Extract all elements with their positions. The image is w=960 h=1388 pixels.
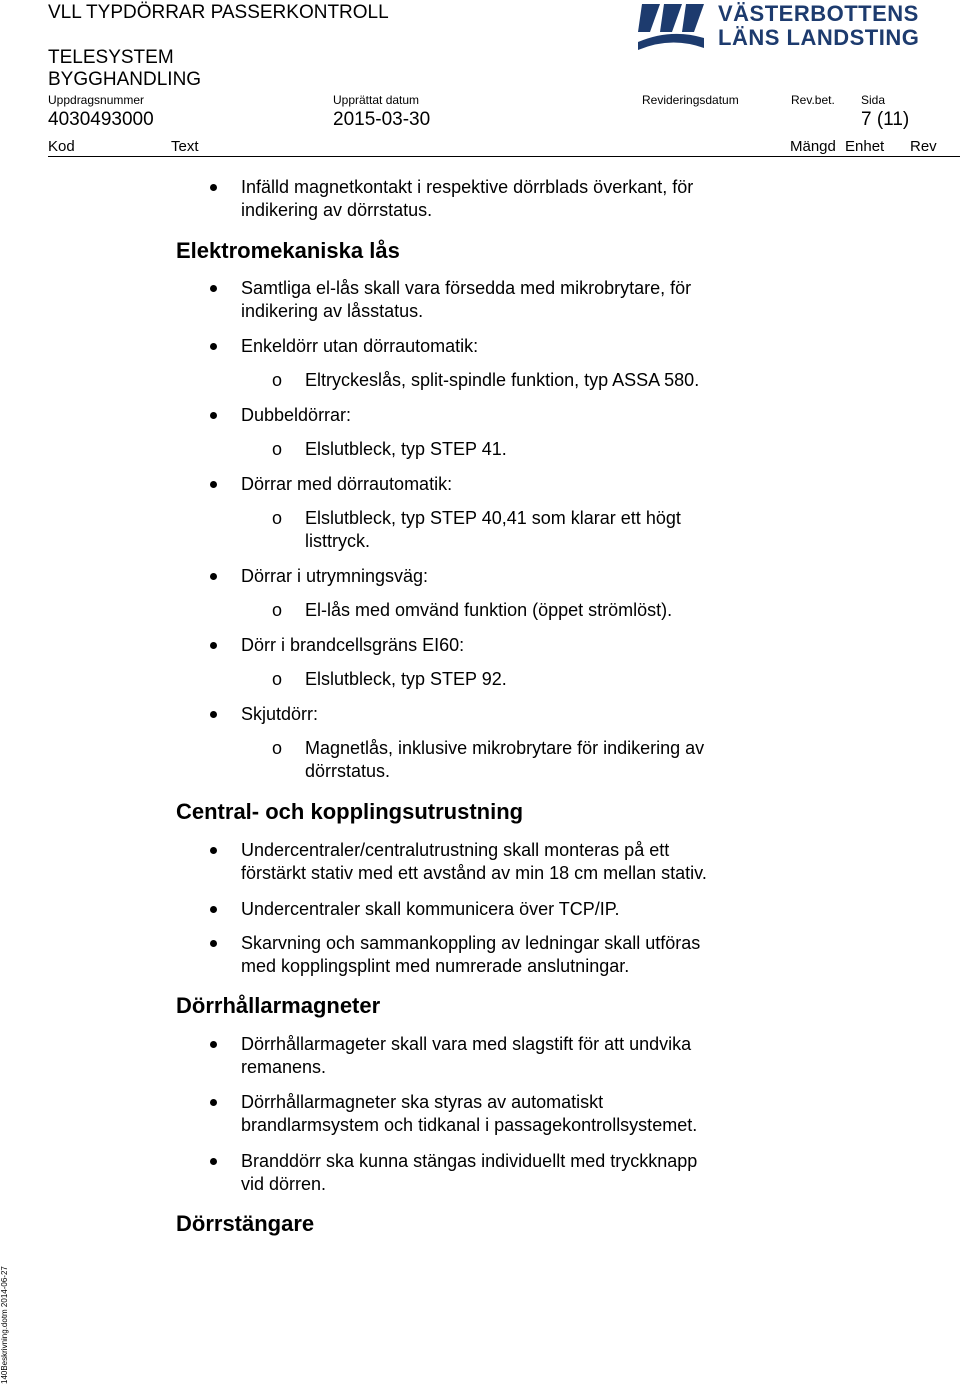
list-item-text: med kopplingsplint med numrerade anslutningar. bbox=[241, 956, 630, 976]
header-divider bbox=[48, 156, 960, 157]
bullet-dot bbox=[210, 412, 217, 419]
sub-list-item-text: Elslutbleck, typ STEP 41. bbox=[305, 439, 507, 459]
bullet-dot bbox=[210, 481, 217, 488]
section-heading: Elektromekaniska lås bbox=[176, 238, 400, 263]
sub-list-item-text: Magnetlås, inklusive mikrobrytare för indikering av bbox=[305, 738, 705, 758]
bullet-dot bbox=[210, 1158, 217, 1165]
sub-list-item-text: dörrstatus. bbox=[305, 761, 391, 781]
list-item-text: Skjutdörr: bbox=[241, 704, 319, 724]
bullet-dot bbox=[210, 847, 217, 854]
sub-list-item-text: El-lås med omvänd funktion (öppet strömlöst). bbox=[305, 600, 673, 620]
sub-bullet-marker: o bbox=[272, 738, 283, 758]
sub-list-item-text: Elslutbleck, typ STEP 40,41 som klarar ett högt bbox=[305, 508, 681, 528]
list-item-text: Dörrar i utrymningsväg: bbox=[241, 566, 429, 586]
list-item-text: Undercentraler/centralutrustning skall monteras på ett bbox=[241, 840, 670, 860]
logo-text-line2: LÄNS LANDSTING bbox=[718, 25, 920, 50]
bullet-dot bbox=[210, 940, 217, 947]
meta-label-revideringsdatum: Revideringsdatum bbox=[642, 93, 739, 107]
list-item-text: Enkeldörr utan dörrautomatik: bbox=[241, 336, 479, 356]
meta-label-sida: Sida bbox=[861, 93, 886, 107]
sub-list-item-text: Elslutbleck, typ STEP 92. bbox=[305, 669, 507, 689]
list-item-text: indikering av låsstatus. bbox=[241, 301, 424, 321]
list-item-text: Branddörr ska kunna stängas individuellt med tryckknapp bbox=[241, 1151, 698, 1171]
list-item-text: Infälld magnetkontakt i respektive dörrblads överkant, för bbox=[241, 177, 694, 197]
organization-logo bbox=[638, 2, 934, 52]
list-item-text: remanens. bbox=[241, 1057, 327, 1077]
list-item-text: Skarvning och sammankoppling av ledningar skall utföras bbox=[241, 933, 701, 953]
list-item-text: förstärkt stativ med ett avstånd av min 18 cm mellan stativ. bbox=[241, 863, 707, 883]
column-header-text: Text bbox=[171, 138, 199, 155]
column-header-rev: Rev bbox=[910, 138, 937, 155]
list-item-text: indikering av dörrstatus. bbox=[241, 200, 433, 220]
section-heading: Dörrhållarmagneter bbox=[176, 993, 381, 1018]
list-item-text: brandlarmsystem och tidkanal i passagekontrollsystemet. bbox=[241, 1115, 698, 1135]
list-item-text: Undercentraler skall kommunicera över TCP/IP. bbox=[241, 899, 620, 919]
list-item-text: Dörrhållarmagneter ska styras av automatiskt bbox=[241, 1092, 604, 1112]
sub-bullet-marker: o bbox=[272, 600, 283, 620]
bullet-dot bbox=[210, 711, 217, 718]
bullet-dot bbox=[210, 285, 217, 292]
meta-value-sida: 7 (11) bbox=[861, 109, 910, 130]
template-footer-note: 140Beskrivning.dotm 2014-06-27 bbox=[0, 1266, 9, 1384]
sub-bullet-marker: o bbox=[272, 439, 283, 459]
document-title: VLL TYPDÖRRAR PASSERKONTROLL bbox=[48, 2, 389, 23]
list-item-text: Samtliga el-lås skall vara försedda med mikrobrytare, för bbox=[241, 278, 692, 298]
sub-list-item-text: Eltryckeslås, split-spindle funktion, typ ASSA 580. bbox=[305, 370, 700, 390]
document-subtitle-system: TELESYSTEM bbox=[48, 47, 174, 68]
sub-bullet-marker: o bbox=[272, 669, 283, 689]
logo-mark-icon bbox=[638, 2, 704, 50]
bullet-dot bbox=[210, 1099, 217, 1106]
meta-value-upprattat-datum: 2015-03-30 bbox=[333, 109, 431, 130]
bullet-dot bbox=[210, 1041, 217, 1048]
meta-label-uppdragsnummer: Uppdragsnummer bbox=[48, 93, 145, 107]
bullet-dot bbox=[210, 184, 217, 191]
column-header-enhet: Enhet bbox=[845, 138, 885, 155]
column-header-mangd: Mängd bbox=[790, 138, 836, 155]
bullet-dot bbox=[210, 343, 217, 350]
list-item-text: Dörrar med dörrautomatik: bbox=[241, 474, 453, 494]
section-heading: Central- och kopplingsutrustning bbox=[176, 799, 524, 824]
sub-bullet-marker: o bbox=[272, 370, 283, 390]
section-heading: Dörrstängare bbox=[176, 1211, 315, 1236]
logo-text-line1: VÄSTERBOTTENS bbox=[718, 1, 919, 26]
sub-bullet-marker: o bbox=[272, 508, 283, 528]
bullet-dot bbox=[210, 573, 217, 580]
list-item-text: Dörrhållarmageter skall vara med slagstift för att undvika bbox=[241, 1034, 692, 1054]
bullet-dot bbox=[210, 906, 217, 913]
list-item-text: Dubbeldörrar: bbox=[241, 405, 352, 425]
sub-list-item-text: listtryck. bbox=[305, 531, 370, 551]
meta-value-uppdragsnummer: 4030493000 bbox=[48, 109, 154, 130]
meta-label-revbet: Rev.bet. bbox=[791, 93, 835, 107]
column-header-kod: Kod bbox=[48, 138, 75, 155]
list-item-text: Dörr i brandcellsgräns EI60: bbox=[241, 635, 465, 655]
list-item-text: vid dörren. bbox=[241, 1174, 327, 1194]
meta-label-upprattat-datum: Upprättat datum bbox=[333, 93, 420, 107]
document-subtitle-stage: BYGGHANDLING bbox=[48, 69, 202, 90]
bullet-dot bbox=[210, 642, 217, 649]
